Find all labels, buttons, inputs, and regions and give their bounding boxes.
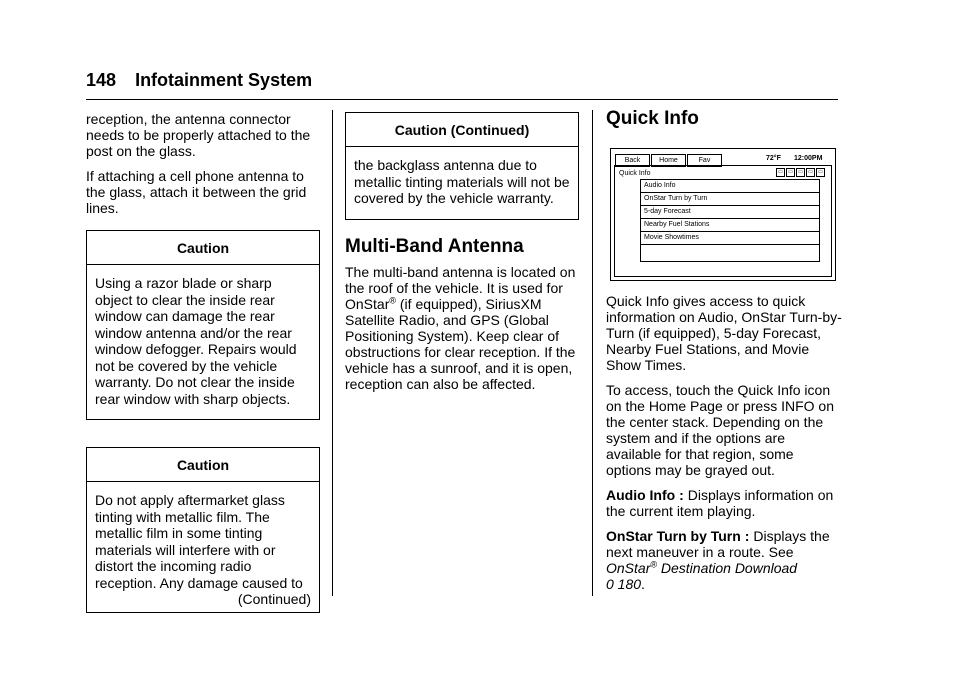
temperature: 72°F — [766, 155, 781, 162]
page-header — [86, 70, 312, 91]
column-3 — [606, 108, 842, 129]
list-item: OnStar Turn by Turn — [641, 193, 819, 206]
caution-box-continued — [345, 112, 579, 220]
info-list — [640, 179, 820, 262]
paragraph: The multi-band antenna is located on the roof of the vehicle. It is used for OnStar® (if equipped), SiriusXM Satellite Radio, and GPS (Global Positioning System). Keep clear of obstructions for clear reception. If the vehicle has a sunroof, and it is open, reception can also be affected. — [345, 263, 576, 392]
caution-body: the backglass antenna due to metallic tinting materials will not be covered by the vehicle warranty. — [354, 157, 570, 206]
list-item: Movie Showtimes — [641, 232, 819, 245]
fav-button: Fav — [687, 154, 722, 167]
section-heading: Quick Info — [606, 108, 699, 129]
column-divider-1 — [332, 110, 333, 596]
status-icon: ▭ — [806, 168, 815, 177]
continued-label: (Continued) — [237, 591, 311, 607]
column-3-body — [606, 293, 842, 601]
list-item: 5-day Forecast — [641, 206, 819, 219]
screen-title: Quick Info — [619, 170, 651, 177]
page-number: 148 — [86, 70, 117, 90]
list-item: Nearby Fuel Stations — [641, 219, 819, 232]
caution-body: Do not apply aftermarket glass tinting with metallic film. The metallic film in some tinting materials will interfere with or distort the incoming radio reception. Any damage caused to — [95, 492, 303, 591]
definition-audio-info: Audio Info : Displays information on the current item playing. — [606, 487, 834, 519]
header-rule — [86, 99, 838, 100]
status-icon: ▭ — [796, 168, 805, 177]
section-heading: Multi-Band Antenna — [345, 235, 524, 257]
column-1 — [86, 111, 320, 613]
status-icon: ▭ — [776, 168, 785, 177]
list-item — [641, 245, 819, 261]
column-2 — [345, 112, 579, 401]
back-button: Back — [615, 154, 650, 167]
caution-title: Caution — [87, 231, 319, 265]
column-divider-2 — [592, 110, 593, 596]
caution-box — [86, 447, 320, 613]
paragraph: Quick Info gives access to quick information on Audio, OnStar Turn-by-Turn (if equipped), 5-day Forecast, Nearby Fuel Stations, and Movie Show Times. — [606, 293, 842, 373]
paragraph: If attaching a cell phone antenna to the glass, attach it between the grid lines. — [86, 168, 307, 216]
section-title: Infotainment System — [135, 70, 313, 90]
status-icons — [775, 168, 825, 177]
caution-title: Caution (Continued) — [346, 113, 578, 147]
status-icon: ▭ — [816, 168, 825, 177]
home-button: Home — [651, 154, 686, 167]
caution-body: Using a razor blade or sharp object to clear the inside rear window can damage the rear window antenna and/or the rear window defogger. Repairs would not be covered by the vehicle warranty. Do not clear the inside rear window with sharp objects. — [95, 275, 297, 407]
caution-title: Caution — [87, 448, 319, 482]
paragraph: reception, the antenna connector needs to be properly attached to the post on the glass. — [86, 111, 311, 159]
clock: 12:00PM — [794, 155, 823, 162]
paragraph: To access, touch the Quick Info icon on the Home Page or press INFO on the center stack. Depending on the system and if the options are available for that region, some options may be grayed out. — [606, 382, 834, 478]
status-icon: ▭ — [786, 168, 795, 177]
cross-reference[interactable]: OnStar® Destination Download 0 180 — [606, 559, 798, 592]
list-item: Audio Info — [641, 180, 819, 193]
caution-box — [86, 230, 320, 420]
quick-info-screen-illustration — [610, 148, 836, 281]
definition-onstar: OnStar Turn by Turn : Displays the next maneuver in a route. See OnStar® Destination Download 0 180. — [606, 528, 830, 592]
